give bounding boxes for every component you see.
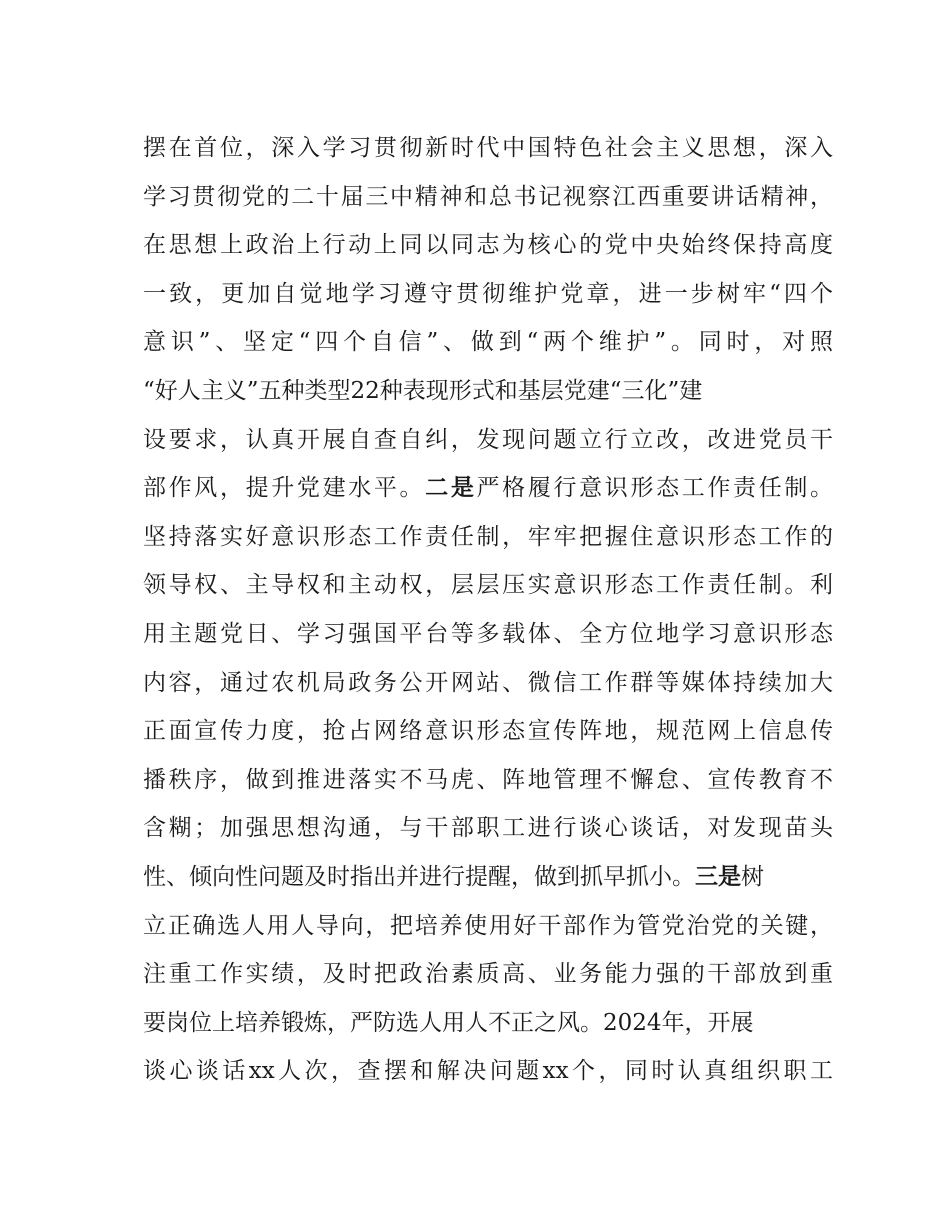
text-line: [143, 659, 833, 708]
text-segment: 谈心谈话xx人次，查摆和解决问题xx个，同时认真组织职工: [143, 1058, 833, 1085]
text-line: [143, 124, 833, 173]
text-line: [143, 853, 833, 902]
text-segment: “好人主义”五种类型22种表现形式和基层党建“三化”建: [143, 377, 703, 404]
text-segment: 含糊；加强思想沟通，与干部职工进行谈心谈话，对发现苗头: [143, 815, 833, 842]
text-segment: 树: [741, 863, 764, 890]
text-segment: 部作风，提升党建水平。: [143, 475, 426, 502]
text-segment: 摆在首位，深入学习贯彻新时代中国特色社会主义思想，深入: [143, 135, 833, 161]
text-line: [143, 270, 833, 319]
text-line: [143, 561, 833, 610]
text-segment: 正面宣传力度，抢占网络意识形态宣传阵地，规范网上信息传: [143, 718, 833, 745]
text-line: [143, 416, 833, 465]
text-line: [143, 464, 833, 513]
text-line: [143, 367, 833, 416]
text-line: [143, 950, 833, 999]
text-segment: 注重工作实绩，及时把政治素质高、业务能力强的干部放到重: [143, 961, 833, 988]
text-line: [143, 707, 833, 756]
text-line: [143, 902, 833, 951]
bold-text-segment: 二是: [425, 475, 477, 502]
document-body: [143, 124, 833, 1096]
text-segment: 一致，更加自觉地学习遵守贯彻维护党章，进一步树牢“四个: [143, 280, 833, 307]
text-line: [143, 221, 833, 270]
text-segment: 要岗位上培养锻炼，严防选人用人不正之风。2024年，开展: [143, 1009, 754, 1036]
text-line: [143, 804, 833, 853]
text-segment: 设要求，认真开展自查自纠，发现问题立行立改，改进党员干: [143, 426, 833, 453]
text-line: [143, 1047, 833, 1096]
text-line: [143, 173, 833, 222]
text-segment: 立正确选人用人导向，把培养使用好干部作为管党治党的关键，: [143, 912, 833, 939]
text-segment: 用主题党日、学习强国平台等多载体、全方位地学习意识形态: [143, 620, 833, 647]
text-segment: 性、倾向性问题及时指出并进行提醒，做到抓早抓小。: [143, 863, 695, 890]
bold-text-segment: 三是: [695, 863, 741, 890]
text-segment: 严格履行意识形态工作责任制。: [476, 475, 834, 502]
text-segment: 意识”、坚定“四个自信”、做到“两个维护”。同时，对照: [143, 329, 833, 356]
text-segment: 在思想上政治上行动上同以同志为核心的党中央始终保持高度: [143, 232, 833, 259]
text-line: [143, 999, 833, 1048]
text-line: [143, 610, 833, 659]
text-segment: 坚持落实好意识形态工作责任制，牢牢把握住意识形态工作的: [143, 523, 833, 550]
text-segment: 学习贯彻党的二十届三中精神和总书记视察江西重要讲话精神，: [143, 183, 833, 210]
text-line: [143, 318, 833, 367]
text-segment: 内容，通过农机局政务公开网站、微信工作群等媒体持续加大: [143, 669, 833, 696]
text-line: [143, 756, 833, 805]
text-segment: 播秩序，做到推进落实不马虎、阵地管理不懈怠、宣传教育不: [143, 766, 833, 793]
text-line: [143, 513, 833, 562]
text-segment: 领导权、主导权和主动权，层层压实意识形态工作责任制。利: [143, 572, 833, 599]
